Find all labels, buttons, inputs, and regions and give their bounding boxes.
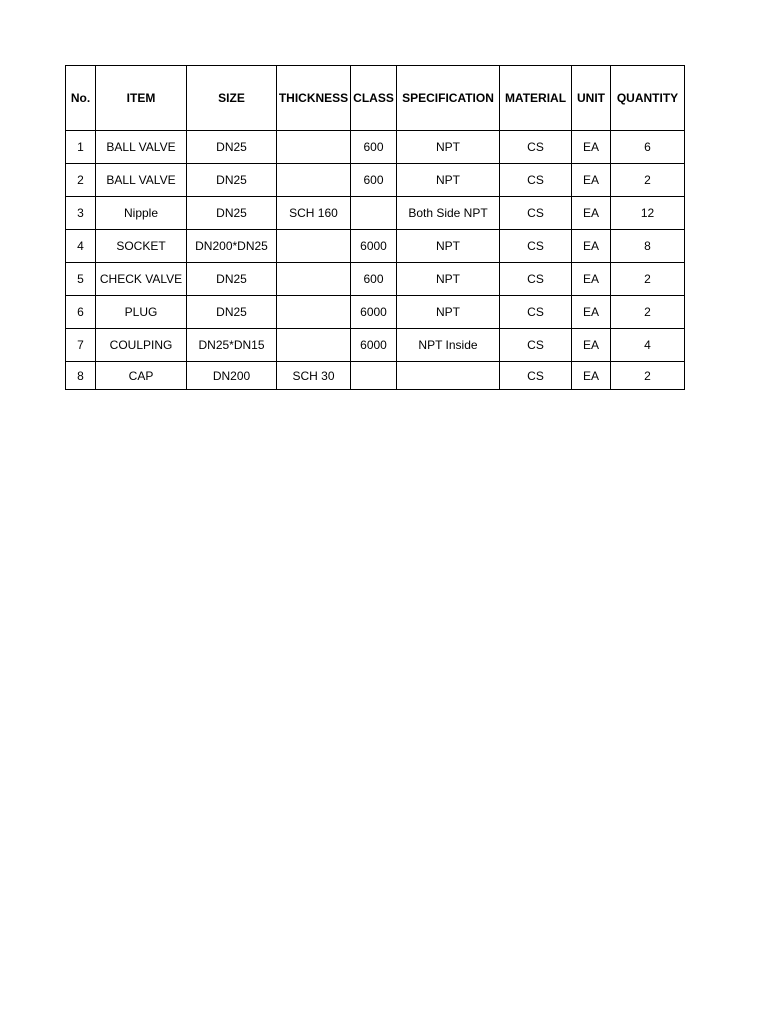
cell-specification: NPT — [397, 131, 500, 164]
cell-specification: NPT Inside — [397, 329, 500, 362]
cell-material: CS — [500, 329, 572, 362]
cell-item: COULPING — [96, 329, 187, 362]
cell-size: DN200 — [187, 362, 277, 390]
cell-material: CS — [500, 296, 572, 329]
cell-size: DN25 — [187, 164, 277, 197]
cell-material: CS — [500, 131, 572, 164]
cell-thickness — [277, 164, 351, 197]
cell-class: 600 — [351, 164, 397, 197]
cell-item: CAP — [96, 362, 187, 390]
table-row — [66, 263, 685, 296]
cell-thickness — [277, 329, 351, 362]
cell-class: 6000 — [351, 329, 397, 362]
cell-material: CS — [500, 164, 572, 197]
cell-no: 6 — [66, 296, 96, 329]
table-row — [66, 296, 685, 329]
cell-quantity: 2 — [611, 263, 685, 296]
cell-class: 600 — [351, 263, 397, 296]
cell-item: BALL VALVE — [96, 164, 187, 197]
cell-thickness: SCH 30 — [277, 362, 351, 390]
header-quantity: QUANTITY — [611, 66, 685, 131]
cell-no: 8 — [66, 362, 96, 390]
cell-quantity: 12 — [611, 197, 685, 230]
header-no: No. — [66, 66, 96, 131]
cell-no: 3 — [66, 197, 96, 230]
cell-material: CS — [500, 362, 572, 390]
header-class: CLASS — [351, 66, 397, 131]
table-row — [66, 362, 685, 390]
cell-item: BALL VALVE — [96, 131, 187, 164]
cell-class: 6000 — [351, 230, 397, 263]
cell-size: DN25 — [187, 296, 277, 329]
cell-class: 600 — [351, 131, 397, 164]
cell-thickness — [277, 296, 351, 329]
cell-item: CHECK VALVE — [96, 263, 187, 296]
cell-quantity: 2 — [611, 362, 685, 390]
cell-quantity: 8 — [611, 230, 685, 263]
cell-unit: EA — [572, 296, 611, 329]
cell-no: 2 — [66, 164, 96, 197]
cell-class — [351, 362, 397, 390]
header-thickness: THICKNESS — [277, 66, 351, 131]
cell-size: DN25 — [187, 263, 277, 296]
table-row — [66, 230, 685, 263]
cell-unit: EA — [572, 263, 611, 296]
header-unit: UNIT — [572, 66, 611, 131]
header-material: MATERIAL — [500, 66, 572, 131]
cell-thickness — [277, 131, 351, 164]
cell-material: CS — [500, 197, 572, 230]
cell-specification: NPT — [397, 296, 500, 329]
cell-material: CS — [500, 230, 572, 263]
cell-class — [351, 197, 397, 230]
cell-unit: EA — [572, 164, 611, 197]
cell-specification: NPT — [397, 263, 500, 296]
cell-size: DN25 — [187, 197, 277, 230]
cell-unit: EA — [572, 329, 611, 362]
cell-unit: EA — [572, 131, 611, 164]
table-row — [66, 329, 685, 362]
cell-size: DN25*DN15 — [187, 329, 277, 362]
table-row — [66, 164, 685, 197]
cell-thickness: SCH 160 — [277, 197, 351, 230]
cell-size: DN25 — [187, 131, 277, 164]
table-row — [66, 197, 685, 230]
header-size: SIZE — [187, 66, 277, 131]
cell-item: PLUG — [96, 296, 187, 329]
cell-specification — [397, 362, 500, 390]
cell-class: 6000 — [351, 296, 397, 329]
cell-thickness — [277, 230, 351, 263]
cell-thickness — [277, 263, 351, 296]
header-row — [66, 66, 685, 131]
cell-size: DN200*DN25 — [187, 230, 277, 263]
cell-quantity: 2 — [611, 164, 685, 197]
cell-specification: Both Side NPT — [397, 197, 500, 230]
cell-no: 5 — [66, 263, 96, 296]
cell-unit: EA — [572, 230, 611, 263]
cell-unit: EA — [572, 197, 611, 230]
cell-no: 7 — [66, 329, 96, 362]
table-row — [66, 131, 685, 164]
cell-specification: NPT — [397, 230, 500, 263]
cell-item: SOCKET — [96, 230, 187, 263]
cell-item: Nipple — [96, 197, 187, 230]
cell-specification: NPT — [397, 164, 500, 197]
cell-quantity: 6 — [611, 131, 685, 164]
header-item: ITEM — [96, 66, 187, 131]
cell-unit: EA — [572, 362, 611, 390]
cell-quantity: 4 — [611, 329, 685, 362]
material-table — [65, 65, 685, 390]
cell-no: 4 — [66, 230, 96, 263]
cell-no: 1 — [66, 131, 96, 164]
cell-material: CS — [500, 263, 572, 296]
header-specification: SPECIFICATION — [397, 66, 500, 131]
cell-quantity: 2 — [611, 296, 685, 329]
